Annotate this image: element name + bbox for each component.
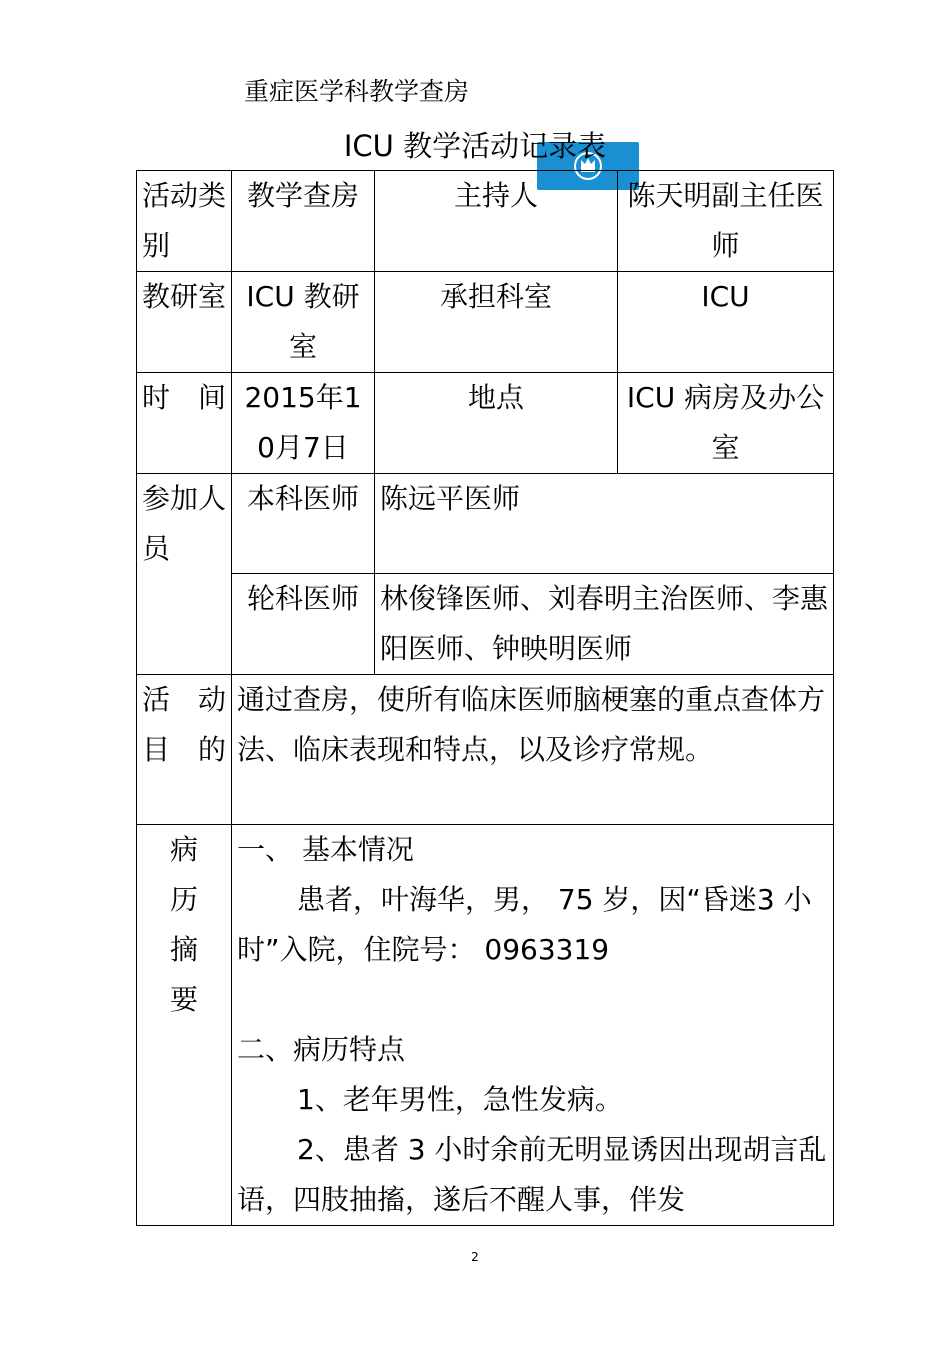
table-row: [137, 574, 834, 675]
spacer: [237, 975, 828, 1025]
table-row: [137, 373, 834, 474]
table-row: [137, 171, 834, 272]
document-header: [244, 72, 469, 112]
header-text: 重症医学科教学查房: [244, 77, 470, 106]
time-label: 时间: [137, 373, 232, 474]
table-row: [137, 675, 834, 825]
host-value: 陈天明副主任医师: [618, 171, 834, 272]
dept-doctors-value: 陈远平医师: [375, 474, 834, 574]
place-label: 地点: [375, 373, 618, 474]
office-value: ICU 教研室: [232, 272, 375, 373]
summary-label: 病历摘要: [137, 825, 232, 1226]
table-row: [137, 825, 834, 1226]
dept-doctors-label: 本科医师: [232, 474, 375, 574]
dept-label: 承担科室: [375, 272, 618, 373]
point-1: 1、老年男性，急性发病。: [297, 1083, 623, 1116]
dept-value: ICU: [618, 272, 834, 373]
section2-heading: 二、病历特点: [237, 1033, 406, 1066]
purpose-value: 通过查房，使所有临床医师脑梗塞的重点查体方法、临床表现和特点，以及诊疗常规。: [232, 675, 834, 825]
participants-label: 参加人员: [137, 474, 232, 675]
purpose-label: 活 动目的: [137, 675, 232, 825]
rotation-doctors-label: 轮科医师: [232, 574, 375, 675]
rotation-doctors-value: 林俊锋医师、刘春明主治医师、李惠阳医师、钟映明医师: [375, 574, 834, 675]
office-label: 教研室: [137, 272, 232, 373]
category-label: 活动类别: [137, 171, 232, 272]
section1-heading: 一、 基本情况: [237, 833, 414, 866]
table-row: [137, 272, 834, 373]
category-value: 教学查房: [232, 171, 375, 272]
activity-record-table: [136, 170, 834, 1226]
time-value: 2015年10月7日: [232, 373, 375, 474]
page-number: 2: [471, 1250, 479, 1264]
document-title: ICU 教学活动记录表: [343, 129, 607, 163]
place-value: ICU 病房及办公室: [618, 373, 834, 474]
point-2: 2、患者 3 小时余前无明显诱因出现胡言乱语，四肢抽搐，遂后不醒人事，伴发: [237, 1133, 827, 1216]
summary-content: [232, 825, 834, 1226]
section1-text: 患者，叶海华，男， 75 岁，因“昏迷3 小时”入院，住院号： 0963319: [237, 883, 812, 966]
host-label: 主持人: [375, 171, 618, 272]
table-row: [137, 474, 834, 574]
